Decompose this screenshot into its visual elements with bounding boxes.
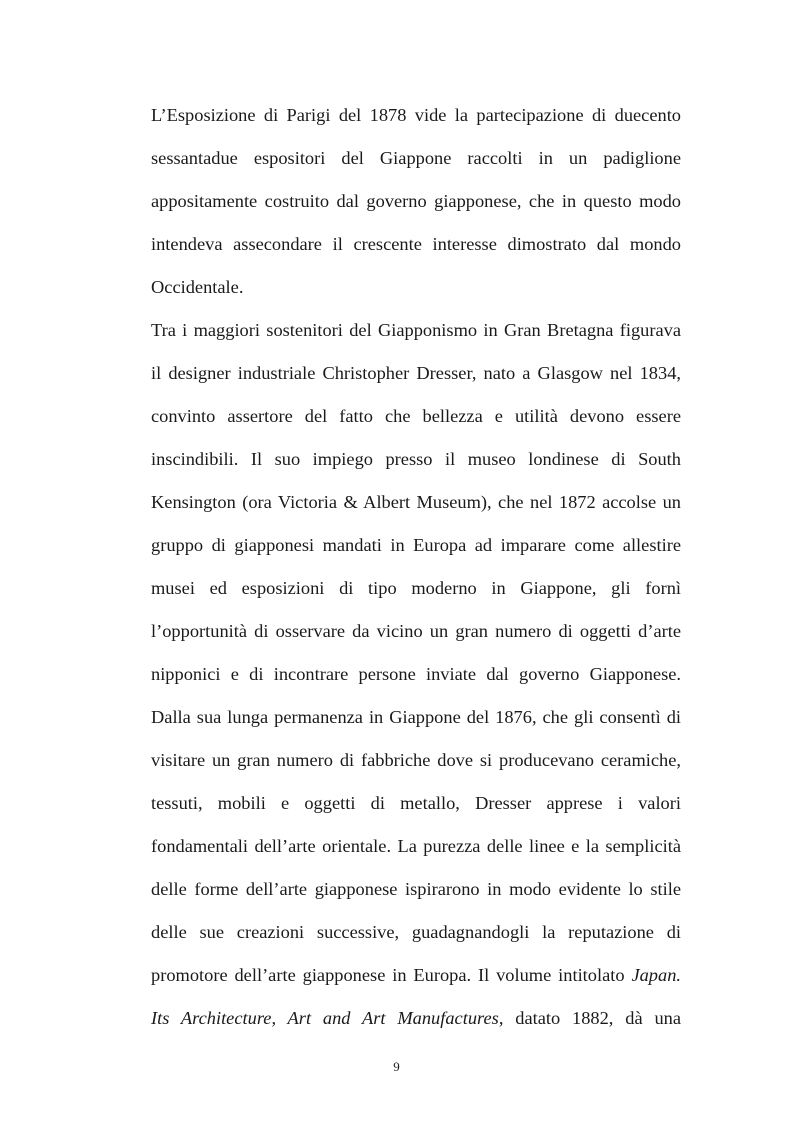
text-line bbox=[151, 485, 681, 519]
text-line bbox=[151, 657, 681, 691]
text-segment: Dalla sua lunga permanenza in Giappone del 1876, che gli consentì di bbox=[151, 707, 681, 727]
text-segment: nipponici e di incontrare persone inviate dal governo Giapponese. bbox=[151, 664, 681, 684]
text-segment: delle sue creazioni successive, guadagnandogli la reputazione di bbox=[151, 922, 681, 942]
text-line bbox=[151, 98, 681, 132]
text-segment: musei ed esposizioni di tipo moderno in Giappone, gli fornì bbox=[151, 578, 681, 598]
text-segment: promotore dell’arte giapponese in Europa. Il volume intitolato bbox=[151, 965, 632, 985]
text-line bbox=[151, 356, 681, 390]
text-segment: il designer industriale Christopher Dresser, nato a Glasgow nel 1834, bbox=[151, 363, 681, 383]
text-segment: , datato 1882, dà una bbox=[498, 1008, 681, 1028]
text-line bbox=[151, 399, 681, 433]
text-line bbox=[151, 571, 681, 605]
text-segment: L’Esposizione di Parigi del 1878 vide la partecipazione di duecento bbox=[151, 105, 681, 125]
text-line bbox=[151, 141, 681, 175]
text-line bbox=[151, 442, 681, 476]
text-line bbox=[151, 958, 681, 992]
text-segment: gruppo di giapponesi mandati in Europa ad imparare come allestire bbox=[151, 535, 681, 555]
text-line bbox=[151, 915, 681, 949]
text-line bbox=[151, 184, 681, 218]
text-segment: Kensington (ora Victoria & Albert Museum), che nel 1872 accolse un bbox=[151, 492, 681, 512]
text-segment: l’opportunità di osservare da vicino un gran numero di oggetti d’arte bbox=[151, 621, 681, 641]
text-line bbox=[151, 872, 681, 906]
italic-title: Its Architecture, Art and Art Manufactures bbox=[151, 1008, 499, 1028]
text-line bbox=[151, 313, 681, 347]
text-line bbox=[151, 227, 681, 261]
text-segment: fondamentali dell’arte orientale. La purezza delle linee e la semplicità bbox=[151, 836, 681, 856]
italic-title: Japan. bbox=[631, 965, 681, 985]
text-line bbox=[151, 743, 681, 777]
text-segment: Tra i maggiori sostenitori del Giapponismo in Gran Bretagna figurava bbox=[151, 320, 681, 340]
text-segment: visitare un gran numero di fabbriche dove si producevano ceramiche, bbox=[151, 750, 681, 770]
text-line bbox=[151, 1001, 681, 1035]
text-line bbox=[151, 528, 681, 562]
page-number: 9 bbox=[393, 1059, 400, 1074]
text-line bbox=[151, 270, 681, 304]
text-segment: delle forme dell’arte giapponese ispirarono in modo evidente lo stile bbox=[151, 879, 681, 899]
text-segment: appositamente costruito dal governo giapponese, che in questo modo bbox=[151, 191, 681, 211]
text-segment: tessuti, mobili e oggetti di metallo, Dresser apprese i valori bbox=[151, 793, 681, 813]
text-segment: convinto assertore del fatto che bellezza e utilità devono essere bbox=[151, 406, 681, 426]
text-segment: sessantadue espositori del Giappone raccolti in un padiglione bbox=[151, 148, 681, 168]
text-line bbox=[151, 614, 681, 648]
text-line bbox=[151, 700, 681, 734]
text-line bbox=[151, 786, 681, 820]
text-segment: intendeva assecondare il crescente interesse dimostrato dal mondo bbox=[151, 234, 681, 254]
text-segment: inscindibili. Il suo impiego presso il museo londinese di South bbox=[151, 449, 681, 469]
text-segment: Occidentale. bbox=[151, 277, 244, 297]
text-line bbox=[151, 829, 681, 863]
